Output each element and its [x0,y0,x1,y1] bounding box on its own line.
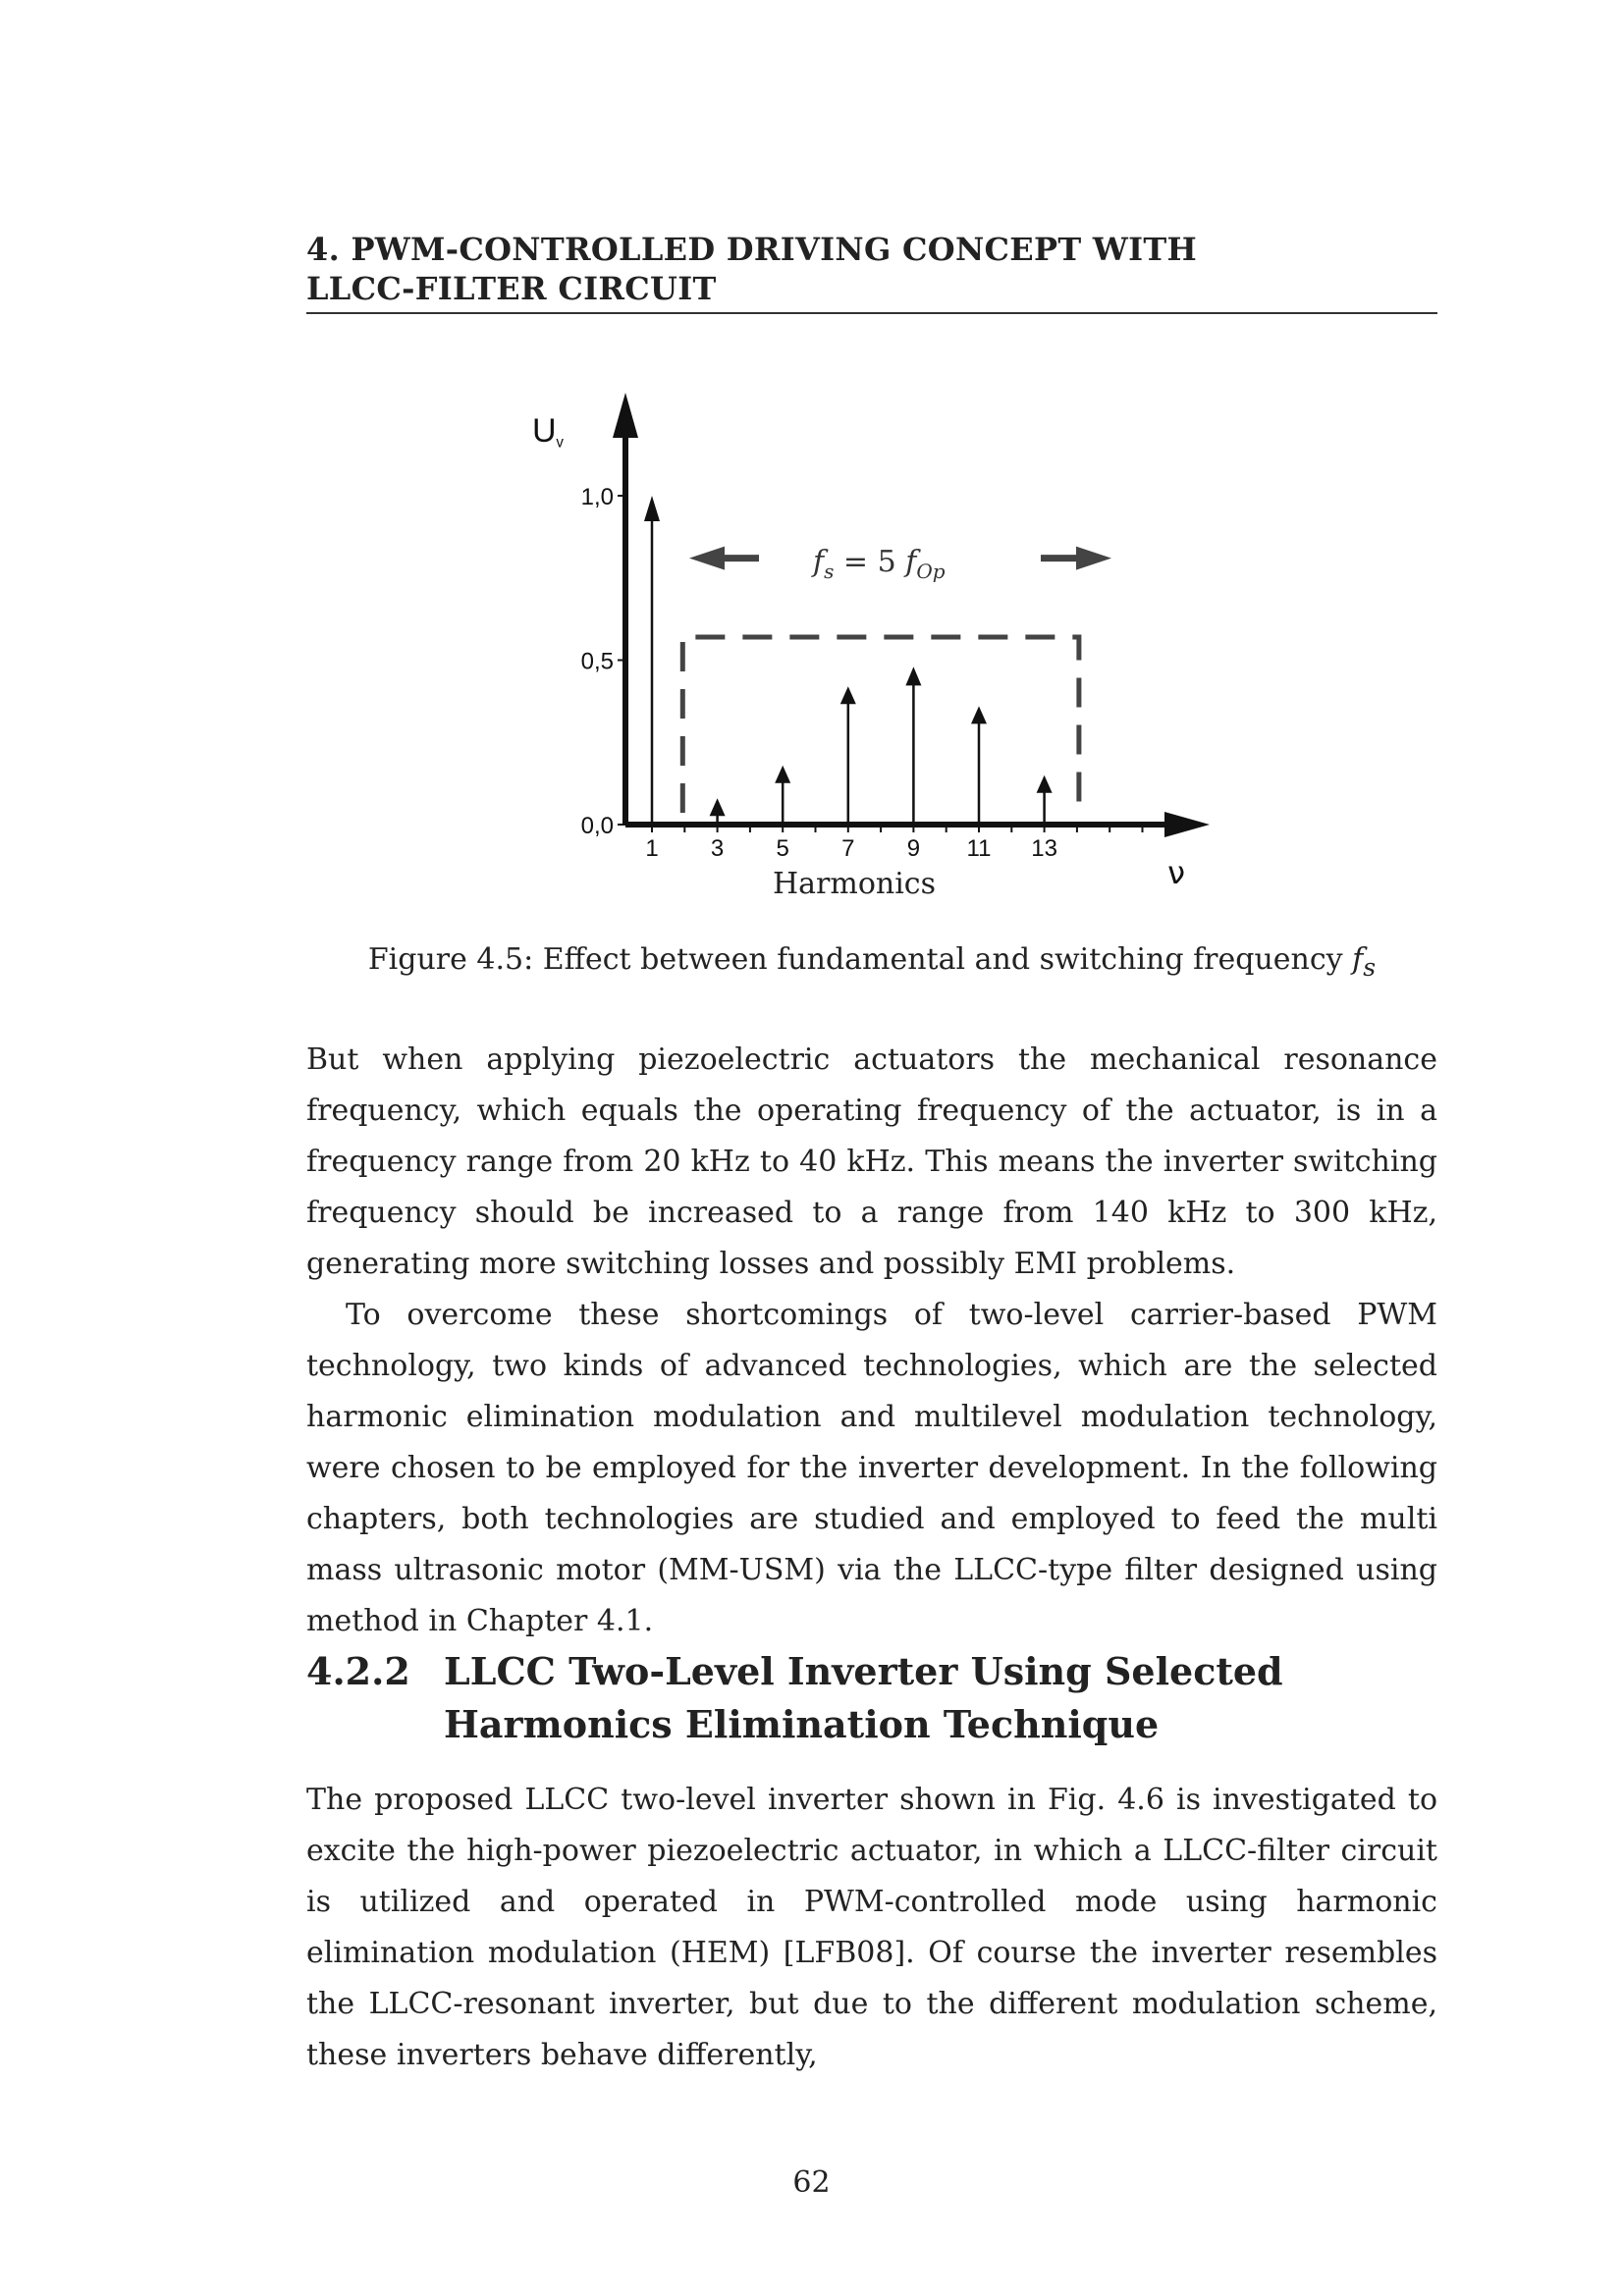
y-tick-label: 0,5 [580,648,614,675]
harmonic-bar-arrowhead [644,496,660,521]
y-tick-label: 1,0 [580,484,614,510]
figure-caption [306,940,1437,988]
harmonic-bar-arrowhead [710,798,726,816]
harmonic-bar-arrowhead [1037,775,1053,793]
x-tick-label: 7 [841,835,855,862]
x-axis-label: Harmonics [772,867,937,901]
switching-band [682,637,1079,813]
y-axis-label: Uᵥ [532,412,564,451]
x-axis-arrowhead [1164,812,1210,837]
caption-symbol-sub: s [1363,953,1377,982]
x-tick-label: 11 [966,835,992,862]
harmonic-bar-arrowhead [905,667,921,685]
shift-right-arrowhead [1076,547,1111,570]
paragraph-1: But when applying piezoelectric actuators the mechanical resonance frequency, which equals the operating frequency of the actuator, is in a frequency range from 20 kHz to 40 kHz. This means the inverter switching frequency should be increased to a range from 140 kHz to 300 kHz, generating more switching losses and possibly EMI problems. [306,1042,1437,1281]
paragraph-2: To overcome these shortcomings of two-level carrier-based PWM technology, two kinds of advanced technologies, which are the selected harmonic elimination modulation and multilevel modulation technology, were chosen to be employed for the inverter development. In the following chapters, both technologies are studied and employed to feed the multi mass ultrasonic motor (MM-USM) via the LLCC-type filter designed using method in Chapter 4.1. [306,1298,1437,1638]
caption-symbol: f [1352,942,1364,977]
x-tick-label: 1 [645,835,659,862]
x-tick-label: 9 [906,835,921,862]
paragraph-3: The proposed LLCC two-level inverter shown in Fig. 4.6 is investigated to excite the high-power piezoelectric actuator, in which a LLCC-filter circuit is utilized and operated in PWM-controlled mode using harmonic elimination modulation (HEM) [LFB08]. Of course the inverter resembles the LLCC-resonant inverter, but due to the different modulation scheme, these inverters behave differently, [306,1783,1437,2072]
x-tick-label: 5 [776,835,789,862]
x-tick-label: 3 [710,835,725,862]
shift-left-arrowhead [689,547,725,570]
harmonic-bar-arrowhead [971,706,987,723]
y-tick-label: 0,0 [580,813,614,839]
x-axis-symbol: ν [1167,854,1185,891]
caption-text: Figure 4.5: Effect between fundamental and switching frequency [367,942,1353,977]
y-axis-arrowhead [613,393,638,438]
section-title: LLCC Two-Level Inverter Using Selected Harmonics Elimination Technique [444,1649,1283,1746]
harmonics-chart [0,0,1623,923]
running-header-line1: 4. PWM-CONTROLLED DRIVING CONCEPT WITH [306,231,1198,268]
annotation-fs: $f_s = 5$ $f_{Op}$ [813,545,946,583]
section-number: 4.2.2 [306,1649,410,1693]
running-header-line2: LLCC-FILTER CIRCUIT [306,270,717,307]
harmonic-bar-arrowhead [840,686,856,704]
harmonic-bar-arrowhead [775,766,790,783]
x-tick-label: 13 [1031,835,1057,862]
page-number: 62 [792,2165,831,2200]
